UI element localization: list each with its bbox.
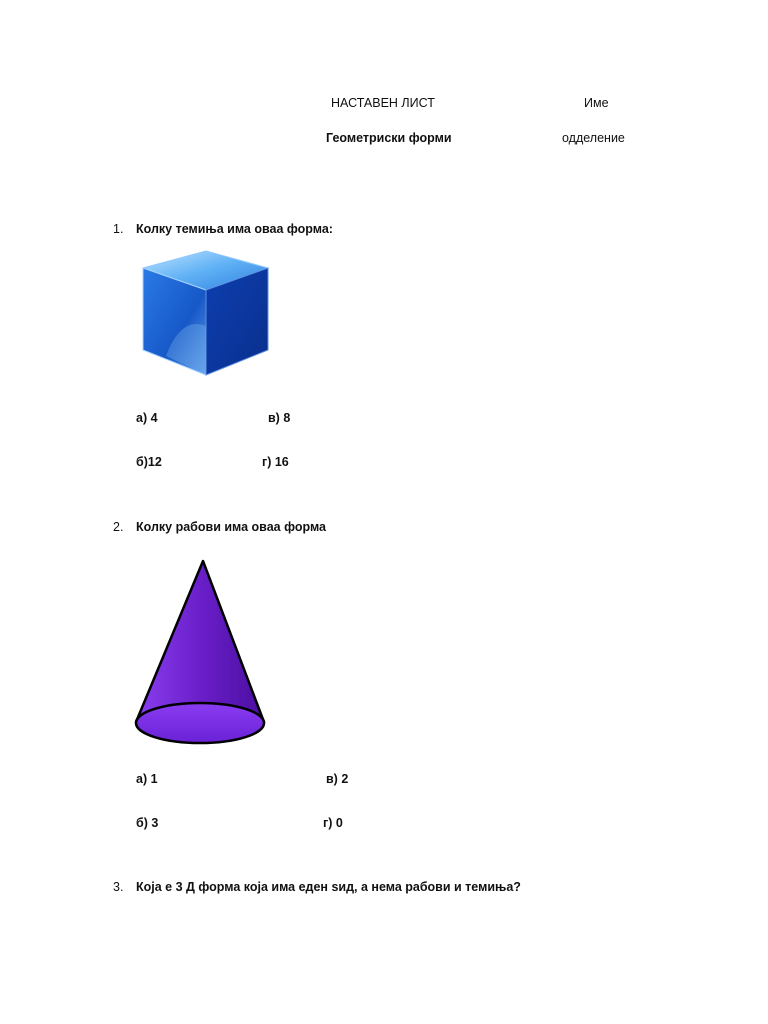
question-3-number: 3. xyxy=(113,880,124,894)
question-2-option-g: г) 0 xyxy=(323,816,343,830)
cone-icon xyxy=(132,556,272,750)
class-label: одделение xyxy=(562,131,625,145)
question-1-text: Колку темиња има оваа форма: xyxy=(136,222,333,236)
question-2-text: Колку рабови има оваа форма xyxy=(136,520,326,534)
question-2-option-a: а) 1 xyxy=(136,772,158,786)
question-1-number: 1. xyxy=(113,222,124,236)
name-label: Име xyxy=(584,96,609,110)
question-2-option-b: б) 3 xyxy=(136,816,159,830)
cube-icon xyxy=(136,246,276,381)
question-3-text: Која е 3 Д форма која има еден ѕид, а нема рабови и темиња? xyxy=(136,880,521,894)
question-1-option-g: г) 16 xyxy=(262,455,289,469)
question-2-option-v: в) 2 xyxy=(326,772,349,786)
question-1-option-a: а) 4 xyxy=(136,411,158,425)
question-1-option-b: б)12 xyxy=(136,455,162,469)
question-2-number: 2. xyxy=(113,520,124,534)
worksheet-subtitle: Геометриски форми xyxy=(326,131,452,145)
worksheet-title: НАСТАВЕН ЛИСТ xyxy=(331,96,435,110)
question-1-option-v: в) 8 xyxy=(268,411,291,425)
